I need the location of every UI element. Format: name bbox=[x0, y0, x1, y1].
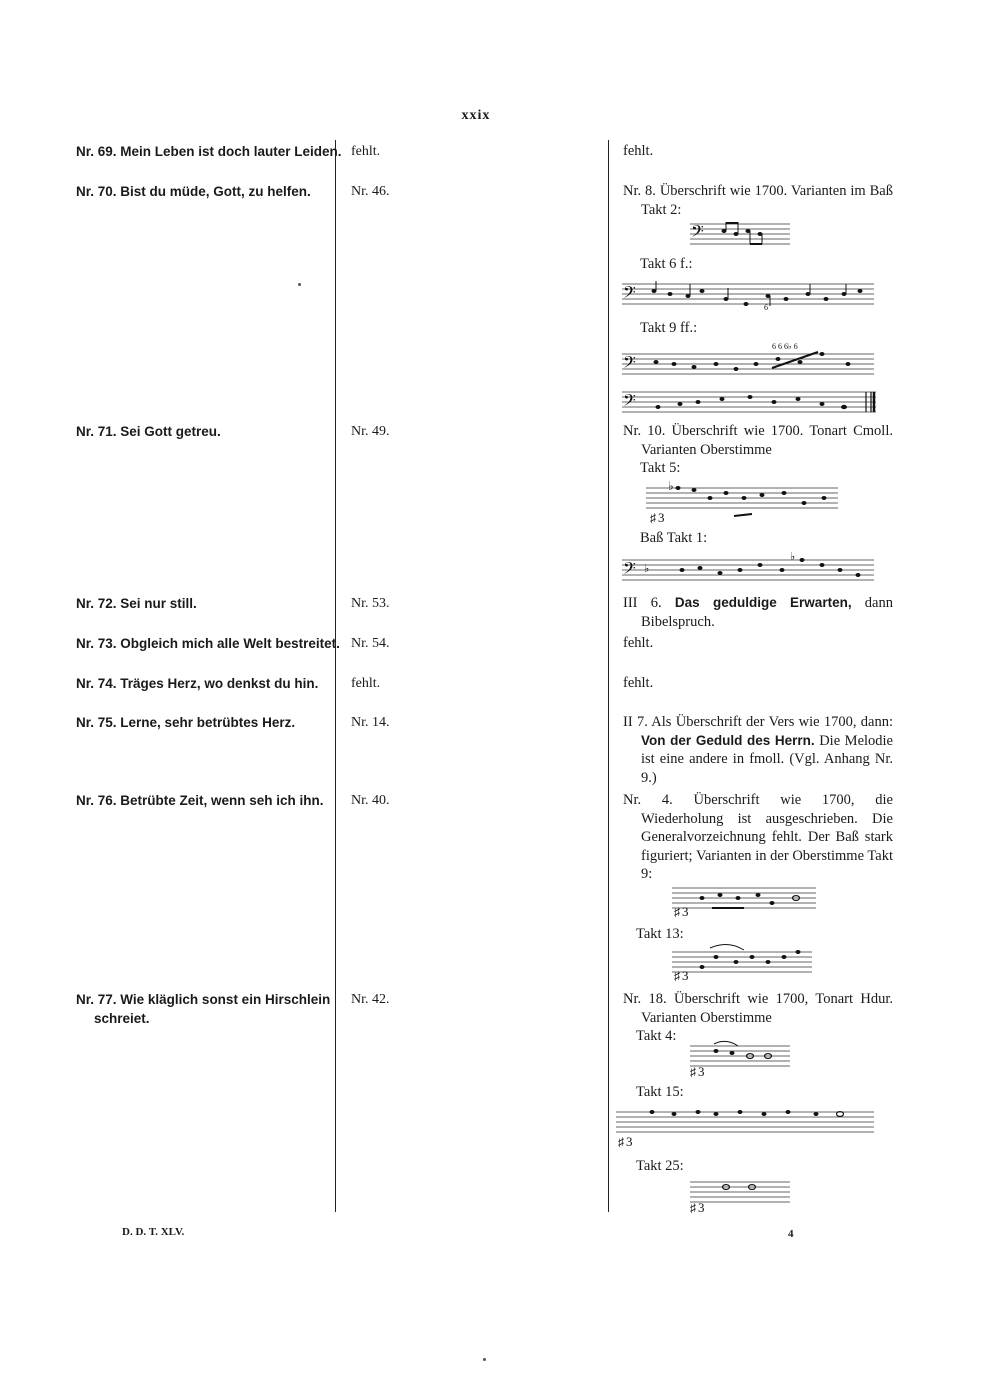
entry-75-prefix: II 7. Als Überschrift der Vers wie 1700, dann: bbox=[623, 714, 893, 730]
music-example-70-takt2 bbox=[690, 222, 790, 246]
right-entry-72 bbox=[623, 594, 893, 631]
mid-entry-74: fehlt. bbox=[351, 676, 381, 691]
music-example-77-takt25 bbox=[690, 1176, 794, 1216]
time-signature: 3 bbox=[698, 1064, 705, 1079]
mid-entry-76: Nr. 40. bbox=[351, 793, 390, 808]
mid-entry-72: Nr. 53. bbox=[351, 596, 390, 611]
right-entry-70: Nr. 8. Überschrift wie 1700. Varianten im Baß Takt 2: bbox=[623, 183, 893, 218]
music-example-76-takt9 bbox=[672, 882, 822, 918]
time-signature: 3 bbox=[682, 904, 689, 918]
left-entry-71: Nr. 71. Sei Gott getreu. bbox=[76, 424, 221, 439]
mid-entry-70: Nr. 46. bbox=[351, 184, 390, 199]
left-entry-76: Nr. 76. Betrübte Zeit, wenn seh ich ihn. bbox=[76, 793, 324, 808]
right-entry-76: Nr. 4. Überschrift wie 1700, die Wiederholung ist ausgeschrieben. Die Generalvorzeichnung fehlt. Der Baß stark figuriert; Varianten in der Oberstimme Takt 9: bbox=[623, 792, 893, 882]
left-entry-74: Nr. 74. Träges Herz, wo denkst du hin. bbox=[76, 676, 319, 691]
left-entry-77: Nr. 77. Wie kläglich sonst ein Hirschlein schreiet. bbox=[76, 992, 331, 1026]
mid-entry-75: Nr. 14. bbox=[351, 715, 390, 730]
column-rule-right bbox=[608, 140, 609, 1212]
sharp-icon: ♯ bbox=[674, 969, 680, 982]
sharp-icon: ♯ bbox=[690, 1201, 696, 1215]
takt-label-71-2: Baß Takt 1: bbox=[640, 530, 708, 546]
time-signature: 3 bbox=[698, 1200, 705, 1215]
bass-clef-icon: 𝄢 bbox=[623, 560, 636, 582]
takt-label-77-3: Takt 25: bbox=[636, 1158, 684, 1174]
bass-clef-icon: 𝄢 bbox=[623, 354, 636, 376]
entry-72-suffix: dann Bibelspruch. bbox=[641, 595, 893, 630]
page-number: xxix bbox=[461, 108, 491, 123]
music-example-71-takt5 bbox=[646, 480, 846, 524]
entry-75-title: Von der Geduld des Herrn. bbox=[641, 732, 815, 748]
sharp-icon: ♯ bbox=[618, 1135, 624, 1148]
right-entry-69: fehlt. bbox=[623, 143, 654, 159]
music-example-77-takt15 bbox=[616, 1102, 876, 1148]
right-entry-71: Nr. 10. Überschrift wie 1700. Tonart Cmoll. Varianten Oberstimme bbox=[623, 423, 893, 458]
flat-icon: ♭ bbox=[644, 563, 650, 575]
sharp-icon: ♯ bbox=[650, 511, 656, 524]
entry-72-prefix: III 6. bbox=[623, 595, 675, 611]
takt-label-76-1: Takt 13: bbox=[636, 926, 684, 942]
figure-label: 6 bbox=[764, 303, 768, 310]
footer-sheet-number: 4 bbox=[788, 1228, 794, 1240]
time-signature: 3 bbox=[626, 1134, 633, 1148]
music-example-70-takt9 bbox=[622, 340, 874, 380]
music-example-70-takt9-line2 bbox=[622, 388, 882, 418]
entry-75-suffix: Die Melodie ist eine andere in fmoll. (Vgl. Anhang Nr. 9.) bbox=[641, 732, 893, 786]
sharp-icon: ♯ bbox=[690, 1065, 696, 1079]
left-entry-69: Nr. 69. Mein Leben ist doch lauter Leiden. bbox=[76, 144, 342, 159]
takt-label-77-1: Takt 4: bbox=[636, 1028, 677, 1044]
music-example-76-takt13 bbox=[672, 942, 818, 982]
flat-icon: ♭ bbox=[790, 551, 796, 563]
stray-mark bbox=[298, 283, 301, 286]
time-signature: 3 bbox=[658, 510, 665, 524]
bass-clef-icon: 𝄢 bbox=[623, 284, 636, 306]
right-entry-77: Nr. 18. Überschrift wie 1700, Tonart Hdur. Varianten Oberstimme bbox=[623, 991, 893, 1026]
takt-label-70-1: Takt 6 f.: bbox=[640, 256, 693, 272]
left-entry-72: Nr. 72. Sei nur still. bbox=[76, 596, 197, 611]
takt-label-71-1: Takt 5: bbox=[640, 460, 681, 476]
footer-volume: D. D. T. XLV. bbox=[122, 1226, 185, 1238]
left-entry-70: Nr. 70. Bist du müde, Gott, zu helfen. bbox=[76, 184, 311, 199]
mid-entry-73: Nr. 54. bbox=[351, 636, 390, 651]
right-entry-74: fehlt. bbox=[623, 675, 654, 691]
figures-label: 6 6 6♭ 6 bbox=[772, 342, 798, 351]
mid-entry-77: Nr. 42. bbox=[351, 992, 390, 1007]
mid-entry-71: Nr. 49. bbox=[351, 424, 390, 439]
time-signature: 3 bbox=[682, 968, 689, 982]
takt-label-77-2: Takt 15: bbox=[636, 1084, 684, 1100]
entry-72-title: Das geduldige Erwarten, bbox=[674, 595, 852, 610]
right-entry-73: fehlt. bbox=[623, 635, 654, 651]
music-example-71-bass bbox=[622, 550, 874, 586]
mid-entry-69: fehlt. bbox=[351, 144, 381, 159]
music-example-77-takt4 bbox=[690, 1040, 794, 1080]
sharp-icon: ♯ bbox=[674, 905, 680, 918]
right-entry-75 bbox=[623, 713, 893, 787]
music-example-70-takt6 bbox=[622, 280, 874, 310]
takt-label-70-2: Takt 9 ff.: bbox=[640, 320, 698, 336]
left-entry-73: Nr. 73. Obgleich mich alle Welt bestreitet. bbox=[76, 636, 340, 651]
bass-clef-icon: 𝄢 bbox=[623, 392, 636, 414]
bass-clef-icon: 𝄢 bbox=[691, 223, 704, 245]
flat-icon: ♭ bbox=[668, 480, 674, 493]
left-entry-75: Nr. 75. Lerne, sehr betrübtes Herz. bbox=[76, 715, 296, 730]
stray-mark bbox=[483, 1358, 486, 1361]
